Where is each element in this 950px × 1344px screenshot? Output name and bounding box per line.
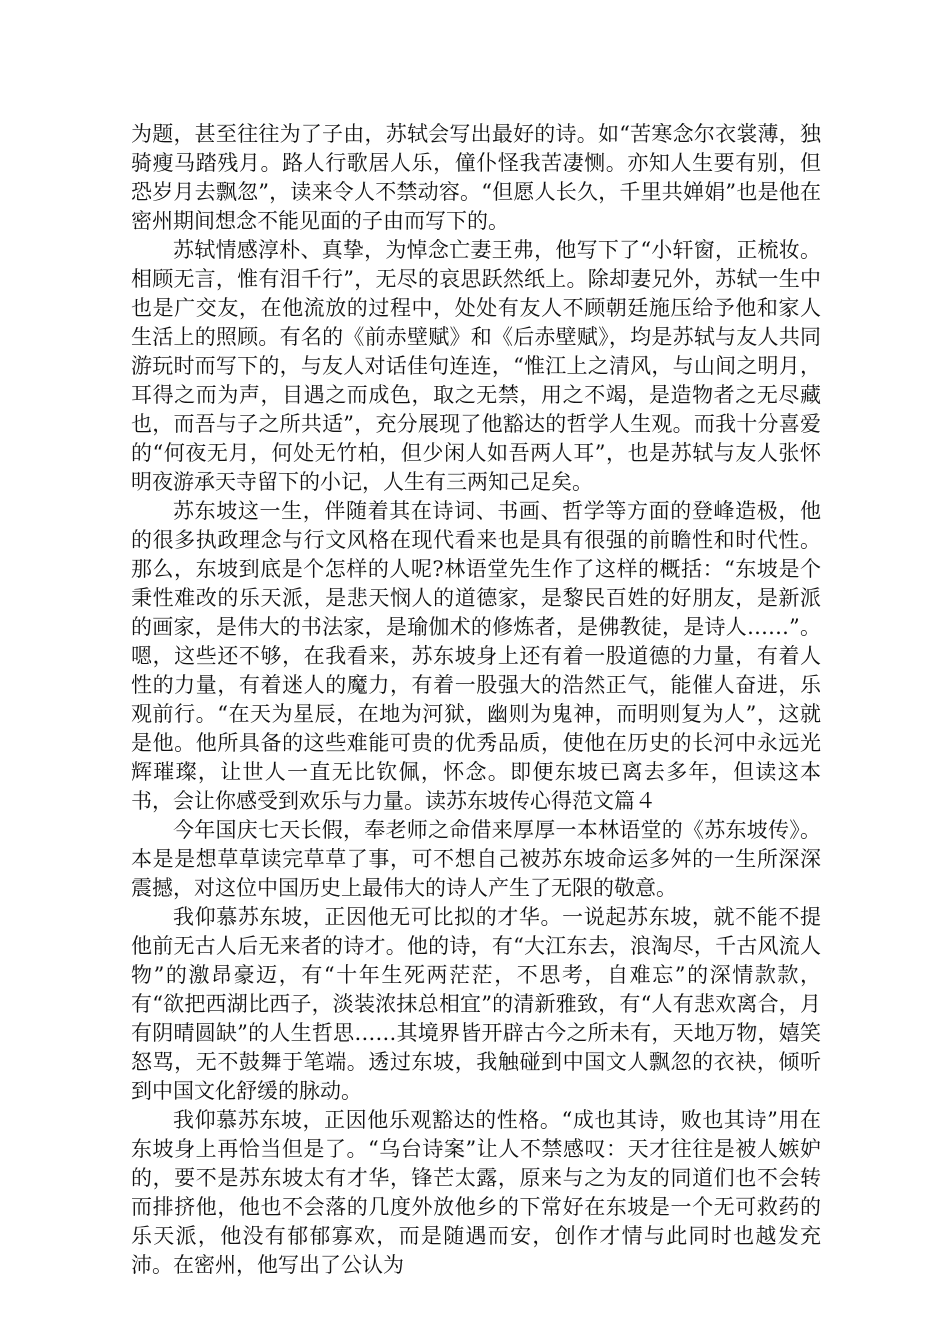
- paragraph: 苏东坡这一生，伴随着其在诗词、书画、哲学等方面的登峰造极，他的很多执政理念与行文风格在现代看来也是具有很强的前瞻性和时代性。那么，东坡到底是个怎样的人呢?林语堂先生作了这样的概括：“东坡是个秉性难改的乐天派，是悲天悯人的道德家，是黎民百姓的好朋友，是新派的画家，是伟大的书法家，是瑜伽术的修炼者，是佛教徒，是诗人……”。嗯，这些还不够，在我看来，苏东坡身上还有着一股道德的力量，有着人性的力量，有着迷人的魔力，有着一股强大的浩然正气，能催人奋进，乐观前行。“在天为星辰，在地为河狱，幽则为鬼神，而明则复为人”，这就是他。他所具备的这些难能可贵的优秀品质，使他在历史的长河中永远光辉璀璨，让世人一直无比钦佩，怀念。即便东坡已离去多年，但读这本书，会让你感受到欢乐与力量。读苏东坡传心得范文篇４: [131, 499, 821, 813]
- paragraph: 为题，甚至往往为了子由，苏轼会写出最好的诗。如“苦寒念尔衣裳薄，独骑瘦马踏残月。路人行歌居人乐，僮仆怪我苦凄恻。亦知人生要有别，但恐岁月去飘忽”，读来令人不禁动容。“但愿人长久，千里共婵娟”也是他在密州期间想念不能见面的子由而写下的。: [131, 122, 821, 233]
- paragraph: 我仰慕苏东坡，正因他无可比拟的才华。一说起苏东坡，就不能不提他前无古人后无来者的诗才。他的诗，有“大江东去，浪淘尽，千古风流人物”的激昂豪迈，有“十年生死两茫茫，不思考，自难忘”的深情款款，有“欲把西湖比西子，淡装浓抹总相宜”的清新雅致，有“人有悲欢离合，月有阴晴圆缺”的人生哲思……其境界皆开辟古今之所未有，天地万物，嬉笑怒骂，无不鼓舞于笔端。透过东坡，我触碰到中国文人飘忽的衣袂，倾听到中国文化舒缓的脉动。: [131, 905, 821, 1103]
- paragraph: 苏轼情感淳朴、真挚，为悼念亡妻王弗，他写下了“小轩窗，正梳妆。相顾无言，惟有泪千行”，无尽的哀思跃然纸上。除却妻兄外，苏轼一生中也是广交友，在他流放的过程中，处处有友人不顾朝廷施压给予他和家人生活上的照顾。有名的《前赤壁赋》和《后赤壁赋》，均是苏轼与友人共同游玩时而写下的，与友人对话佳句连连，“惟江上之清风，与山间之明月，耳得之而为声，目遇之而成色，取之无禁，用之不竭，是造物者之无尽藏也，而吾与子之所共适”，充分展现了他豁达的哲学人生观。而我十分喜爱的“何夜无月，何处无竹柏，但少闲人如吾两人耳”，也是苏轼与友人张怀明夜游承天寺留下的小记，人生有三两知己足矣。: [131, 238, 821, 494]
- article-body: [131, 120, 821, 1280]
- paragraph: 今年国庆七天长假，奉老师之命借来厚厚一本林语堂的《苏东坡传》。本是是想草草读完草草了事，可不想自己被苏东坡命运多舛的一生所深深震撼，对这位中国历史上最伟大的诗人产生了无限的敬意。: [131, 818, 821, 900]
- paragraph: 我仰慕苏东坡，正因他乐观豁达的性格。“成也其诗，败也其诗”用在东坡身上再恰当但是了。“乌台诗案”让人不禁感叹：天才往往是被人嫉妒的，要不是苏东坡太有才华，锋芒太露，原来与之为友的同道们也不会转而排挤他，他也不会落的几度外放他乡的下常好在东坡是一个无可救药的乐天派，他没有郁郁寡欢，而是随遇而安，创作才情与此同时也越发充沛。在密州，他写出了公认为: [131, 1108, 821, 1277]
